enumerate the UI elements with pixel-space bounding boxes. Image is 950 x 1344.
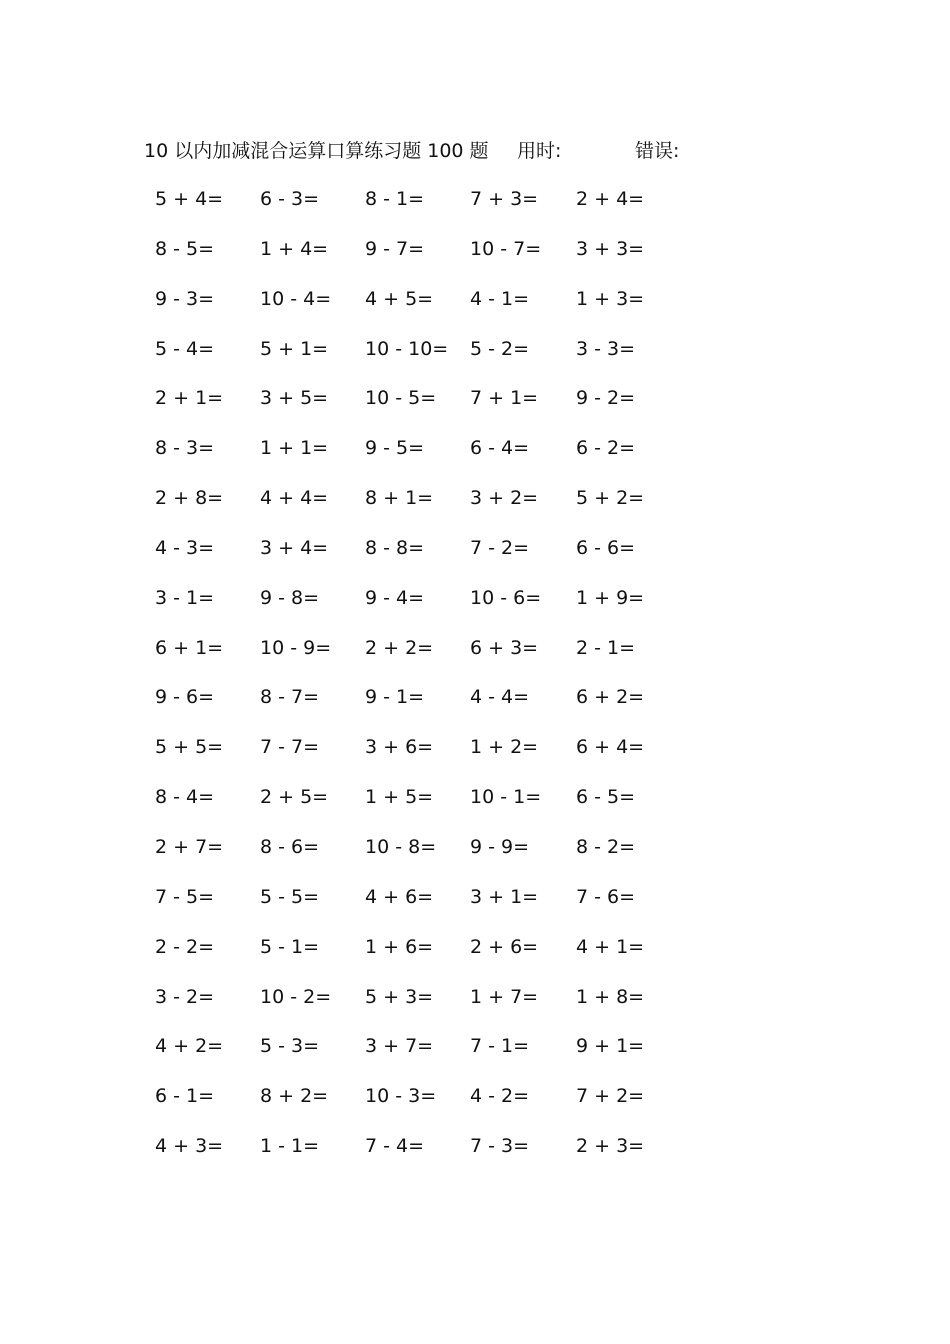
arithmetic-problem: 4 + 3= (155, 1135, 224, 1158)
arithmetic-problem: 3 + 5= (260, 387, 329, 410)
arithmetic-problem: 1 + 6= (365, 935, 434, 958)
arithmetic-problem: 4 + 2= (155, 1035, 224, 1058)
arithmetic-problem: 5 + 4= (155, 188, 224, 210)
arithmetic-problem: 8 + 1= (365, 487, 434, 510)
arithmetic-problem: 6 - 4= (470, 437, 530, 460)
arithmetic-problem: 10 - 8= (365, 835, 437, 858)
arithmetic-problem: 8 - 8= (365, 536, 425, 559)
problem-row (150, 732, 710, 782)
arithmetic-problem: 5 - 5= (260, 885, 320, 908)
arithmetic-problem: 6 - 5= (576, 786, 636, 809)
arithmetic-problem: 9 + 1= (576, 1035, 645, 1058)
arithmetic-problem: 1 + 4= (260, 237, 329, 260)
problem-row (150, 982, 710, 1032)
problem-row (150, 832, 710, 882)
arithmetic-problem: 8 - 6= (260, 835, 320, 858)
arithmetic-problem: 8 - 4= (155, 786, 215, 809)
problem-row (150, 1131, 710, 1181)
arithmetic-problem: 4 + 5= (365, 287, 434, 310)
arithmetic-problem: 9 - 7= (365, 237, 425, 260)
arithmetic-problem: 7 - 7= (260, 736, 320, 759)
arithmetic-problem: 6 - 1= (155, 1085, 215, 1108)
arithmetic-problem: 9 - 1= (365, 686, 425, 709)
arithmetic-problem: 2 + 2= (365, 636, 434, 659)
arithmetic-problem: 9 - 6= (155, 686, 215, 709)
time-used-label: 用时: (517, 140, 562, 162)
arithmetic-problem: 5 + 2= (576, 487, 645, 510)
arithmetic-problem: 2 + 8= (155, 487, 224, 510)
arithmetic-problem: 10 - 9= (260, 636, 332, 659)
arithmetic-problem: 2 + 6= (470, 935, 539, 958)
arithmetic-problem: 9 - 9= (470, 835, 530, 858)
arithmetic-problem: 1 + 8= (576, 985, 645, 1008)
arithmetic-problem: 1 + 3= (576, 287, 645, 310)
arithmetic-problem: 8 - 2= (576, 835, 636, 858)
arithmetic-problem: 3 + 6= (365, 736, 434, 759)
problem-row (150, 882, 710, 932)
arithmetic-problem: 10 - 7= (470, 237, 542, 260)
arithmetic-problem: 7 + 2= (576, 1085, 645, 1108)
arithmetic-problem: 10 - 4= (260, 287, 332, 310)
arithmetic-problem: 10 - 6= (470, 586, 542, 609)
arithmetic-problem: 6 + 4= (576, 736, 645, 759)
problem-row (150, 234, 710, 284)
arithmetic-problem: 3 - 2= (155, 985, 215, 1008)
arithmetic-problem: 3 + 1= (470, 885, 539, 908)
arithmetic-problem: 7 - 4= (365, 1135, 425, 1158)
arithmetic-problem: 2 + 4= (576, 188, 645, 210)
problem-row (150, 433, 710, 483)
arithmetic-problem: 5 - 2= (470, 337, 530, 360)
arithmetic-problem: 4 - 3= (155, 536, 215, 559)
arithmetic-problem: 9 - 8= (260, 586, 320, 609)
errors-label: 错误: (635, 140, 680, 162)
arithmetic-problem: 8 - 3= (155, 437, 215, 460)
arithmetic-problem: 5 - 4= (155, 337, 215, 360)
arithmetic-problem: 3 + 3= (576, 237, 645, 260)
arithmetic-problem: 6 + 3= (470, 636, 539, 659)
arithmetic-problem: 4 - 2= (470, 1085, 530, 1108)
arithmetic-problem: 2 - 2= (155, 935, 215, 958)
arithmetic-problem: 2 + 3= (576, 1135, 645, 1158)
arithmetic-problem: 3 + 4= (260, 536, 329, 559)
arithmetic-problem: 9 - 5= (365, 437, 425, 460)
arithmetic-problem: 7 + 3= (470, 188, 539, 210)
problem-row (150, 184, 710, 234)
problem-row (150, 633, 710, 683)
arithmetic-problem: 2 - 1= (576, 636, 636, 659)
problem-row (150, 483, 710, 533)
arithmetic-problem: 5 - 1= (260, 935, 320, 958)
arithmetic-problem: 1 + 2= (470, 736, 539, 759)
arithmetic-problem: 10 - 5= (365, 387, 437, 410)
arithmetic-problem: 4 + 1= (576, 935, 645, 958)
arithmetic-problem: 2 + 1= (155, 387, 224, 410)
arithmetic-problem: 9 - 3= (155, 287, 215, 310)
problem-row (150, 383, 710, 433)
arithmetic-problem: 6 + 2= (576, 686, 645, 709)
problem-row (150, 334, 710, 384)
arithmetic-problem: 7 + 1= (470, 387, 539, 410)
arithmetic-problem: 4 - 4= (470, 686, 530, 709)
arithmetic-problem: 1 + 9= (576, 586, 645, 609)
arithmetic-problem: 8 + 2= (260, 1085, 329, 1108)
arithmetic-problem: 6 - 2= (576, 437, 636, 460)
problem-row (150, 533, 710, 583)
arithmetic-problem: 10 - 10= (365, 337, 449, 360)
arithmetic-problem: 5 - 3= (260, 1035, 320, 1058)
arithmetic-problem: 1 + 1= (260, 437, 329, 460)
arithmetic-problem: 10 - 2= (260, 985, 332, 1008)
arithmetic-problem: 8 - 1= (365, 188, 425, 210)
arithmetic-problem: 8 - 7= (260, 686, 320, 709)
arithmetic-problem: 7 - 2= (470, 536, 530, 559)
arithmetic-problem: 3 - 3= (576, 337, 636, 360)
arithmetic-problem: 6 - 3= (260, 188, 320, 210)
arithmetic-problem: 5 + 3= (365, 985, 434, 1008)
arithmetic-problem: 5 + 1= (260, 337, 329, 360)
problem-row (150, 1081, 710, 1131)
arithmetic-problem: 7 - 5= (155, 885, 215, 908)
arithmetic-problem: 4 + 4= (260, 487, 329, 510)
arithmetic-problem: 2 + 5= (260, 786, 329, 809)
worksheet-title: 10 以内加减混合运算口算练习题 100 题 (144, 140, 489, 162)
arithmetic-problem: 9 - 2= (576, 387, 636, 410)
problem-row (150, 782, 710, 832)
problem-row (150, 1031, 710, 1081)
arithmetic-problem: 1 + 5= (365, 786, 434, 809)
arithmetic-problem: 5 + 5= (155, 736, 224, 759)
arithmetic-problem: 3 + 2= (470, 487, 539, 510)
arithmetic-problem: 6 - 6= (576, 536, 636, 559)
arithmetic-problem: 7 - 3= (470, 1135, 530, 1158)
arithmetic-problem: 9 - 4= (365, 586, 425, 609)
arithmetic-problem: 1 + 7= (470, 985, 539, 1008)
problem-row (150, 932, 710, 982)
problem-row (150, 682, 710, 732)
arithmetic-problem: 2 + 7= (155, 835, 224, 858)
arithmetic-problem: 7 - 6= (576, 885, 636, 908)
arithmetic-problem: 8 - 5= (155, 237, 215, 260)
arithmetic-problem: 3 + 7= (365, 1035, 434, 1058)
arithmetic-problem: 10 - 3= (365, 1085, 437, 1108)
arithmetic-problem: 4 + 6= (365, 885, 434, 908)
arithmetic-problem: 1 - 1= (260, 1135, 320, 1158)
arithmetic-problem: 6 + 1= (155, 636, 224, 659)
arithmetic-problem: 7 - 1= (470, 1035, 530, 1058)
problem-row (150, 284, 710, 334)
arithmetic-problem: 10 - 1= (470, 786, 542, 809)
problem-row (150, 583, 710, 633)
arithmetic-problem: 3 - 1= (155, 586, 215, 609)
arithmetic-problem: 4 - 1= (470, 287, 530, 310)
problem-grid (150, 184, 710, 1181)
